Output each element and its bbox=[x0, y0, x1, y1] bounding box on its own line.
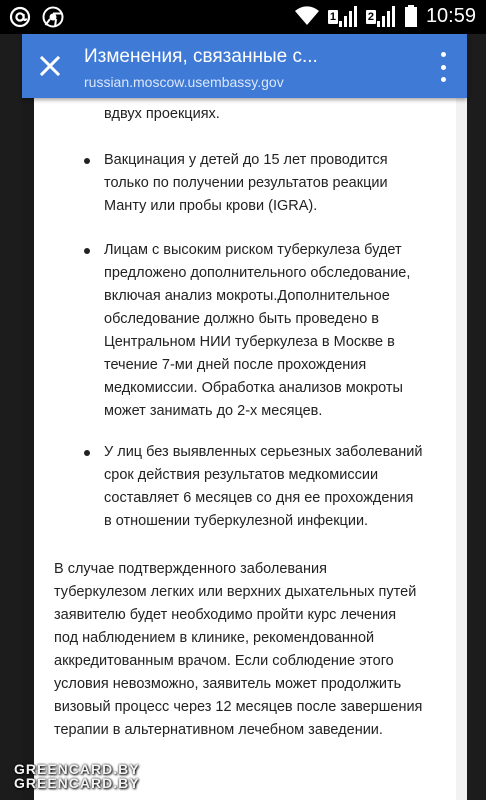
paragraph-line: аккредитованным врачом. Если соблюдение этого bbox=[54, 653, 394, 669]
at-sign-icon bbox=[8, 5, 32, 29]
sim2-signal-icon bbox=[366, 4, 396, 28]
bullet-line: Центральном НИИ туберкулеза в Москве в bbox=[104, 334, 395, 350]
bullet-dot bbox=[84, 450, 90, 456]
bullet-line: включая анализ мокроты.Дополнительное bbox=[104, 288, 390, 304]
paragraph-line: условия невозможно, заявитель может продолжить bbox=[54, 676, 402, 692]
paragraph-line: под наблюдением в клинике, рекомендованной bbox=[54, 630, 375, 646]
sim1-signal-icon bbox=[328, 4, 358, 28]
battery-icon bbox=[404, 4, 418, 28]
status-bar bbox=[0, 0, 486, 34]
more-vert-button[interactable] bbox=[433, 52, 453, 82]
bullet-line: медкомиссии. Обработка анализов мокроты bbox=[104, 380, 403, 396]
bullet-line: Вакцинация у детей до 15 лет проводится bbox=[104, 152, 388, 168]
sim1-label: 1 bbox=[329, 11, 336, 23]
page-margin-left bbox=[0, 34, 22, 800]
web-content[interactable] bbox=[34, 98, 456, 800]
chrome-icon bbox=[42, 6, 64, 28]
bullet-fragment-text: вдвух проекциях. bbox=[104, 106, 220, 122]
watermark-line-2: GREENCARD.BY bbox=[14, 775, 140, 791]
custom-tab-toolbar bbox=[22, 34, 467, 98]
bullet-line: только по получении результатов реакции bbox=[104, 175, 388, 191]
bullet-line: течение 7-ми дней после прохождения bbox=[104, 357, 367, 373]
bullet-line: может занимать до 2-х месяцев. bbox=[104, 403, 323, 419]
wifi-icon bbox=[294, 5, 320, 27]
bullet-line: составляет 6 месяцев со дня ее прохождения bbox=[104, 490, 414, 506]
sim2-label: 2 bbox=[367, 11, 374, 23]
paragraph-line: визовый процесс через 12 месяцев после завершения bbox=[54, 699, 423, 715]
more-vert-icon bbox=[441, 52, 446, 57]
bullet-line: обследование должно быть проведено в bbox=[104, 311, 380, 327]
page-margin-right bbox=[464, 34, 486, 800]
watermark-line-1: GREENCARD.BY bbox=[14, 761, 140, 777]
paragraph-line: заявителю будет необходимо пройти курс лечения bbox=[54, 607, 397, 623]
paragraph-line: терапии в альтернативном лечебном заведении. bbox=[54, 722, 383, 738]
close-icon bbox=[39, 55, 61, 77]
bullet-line: в отношении туберкулезной инфекции. bbox=[104, 513, 369, 529]
clock: 10:59 bbox=[425, 4, 476, 27]
bullet-line: Лицам с высоким риском туберкулеза будет bbox=[104, 242, 402, 258]
bullet-dot bbox=[84, 158, 90, 164]
bullet-line: У лиц без выявленных серьезных заболеваний bbox=[104, 444, 423, 460]
paragraph-line: туберкулезом легких или верхних дыхательных путей bbox=[54, 584, 417, 600]
scrollbar[interactable] bbox=[456, 98, 467, 800]
bullet-line: срок действия результатов медкомиссии bbox=[104, 467, 379, 483]
bullet-line: Манту или пробы крови (IGRA). bbox=[104, 198, 318, 214]
page-title: Изменения, связанные с... bbox=[84, 46, 318, 67]
bullet-line: предложено дополнительного обследование, bbox=[104, 265, 411, 281]
bullet-dot bbox=[84, 248, 90, 254]
watermark bbox=[14, 762, 140, 790]
close-button[interactable] bbox=[32, 48, 68, 84]
page-url[interactable]: russian.moscow.usembassy.gov bbox=[84, 74, 284, 90]
paragraph-line: В случае подтвержденного заболевания bbox=[54, 561, 327, 577]
